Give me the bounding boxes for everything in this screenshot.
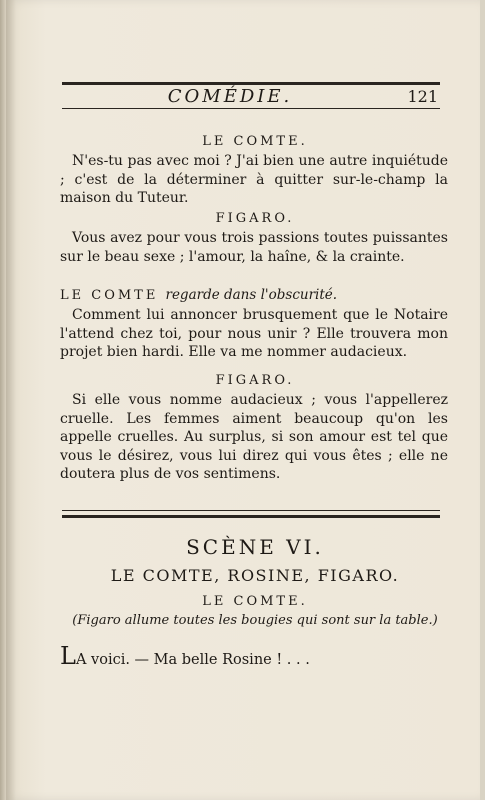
header-bottom-rule bbox=[62, 108, 440, 109]
header-top-rule bbox=[62, 82, 440, 85]
running-header-title: COMÉDIE. bbox=[167, 86, 293, 107]
speaker-le-comte-1: LE COMTE. bbox=[202, 134, 308, 149]
paragraph-4: Si elle vous nomme audacieux ; vous l'appellerez cruelle. Les femmes aiment beaucoup qu'on les appelle cruelles. Au surplus, si son amour est tel que vous le désirez, vous lui direz qui vous êtes ; elle ne doutera plus de vos sentimens. bbox=[60, 392, 448, 482]
section-divider-bottom bbox=[62, 515, 440, 518]
scene-first-line bbox=[60, 642, 450, 670]
speaker-figaro-1: FIGARO. bbox=[215, 211, 295, 226]
speaker-le-comte-2: LE COMTE bbox=[60, 288, 159, 303]
scene-title: SCÈNE VI. bbox=[186, 535, 324, 559]
speaker-le-comte-2-line bbox=[60, 287, 448, 303]
stage-direction: (Figaro allume toutes les bougies qui sont sur la table.) bbox=[72, 613, 438, 628]
section-divider-top bbox=[62, 510, 440, 511]
page-number: 121 bbox=[407, 87, 438, 106]
paragraph-2: Vous avez pour vous trois passions toutes puissantes sur le beau sexe ; l'amour, la haîne, & la crainte. bbox=[60, 230, 448, 265]
scene-speaker-le-comte: LE COMTE. bbox=[202, 594, 308, 609]
paragraph-3: Comment lui annoncer brusquement que le Notaire l'attend chez toi, pour nous unir ? Elle trouvera mon projet bien hardi. Elle va me nommer audacieux. bbox=[60, 307, 448, 360]
scene-characters: LE COMTE, ROSINE, FIGARO. bbox=[110, 566, 400, 585]
drop-cap: L bbox=[60, 642, 76, 670]
speaker-direction: regarde dans l'obscurité. bbox=[165, 287, 338, 303]
paragraph-1: N'es-tu pas avec moi ? J'ai bien une autre inquiétude ; c'est de la déterminer à quitter sur-le-champ la maison du Tuteur. bbox=[60, 153, 448, 206]
scene-first-line-text: A voici. — Ma belle Rosine ! . . . bbox=[75, 652, 310, 668]
speaker-figaro-2: FIGARO. bbox=[215, 373, 295, 388]
